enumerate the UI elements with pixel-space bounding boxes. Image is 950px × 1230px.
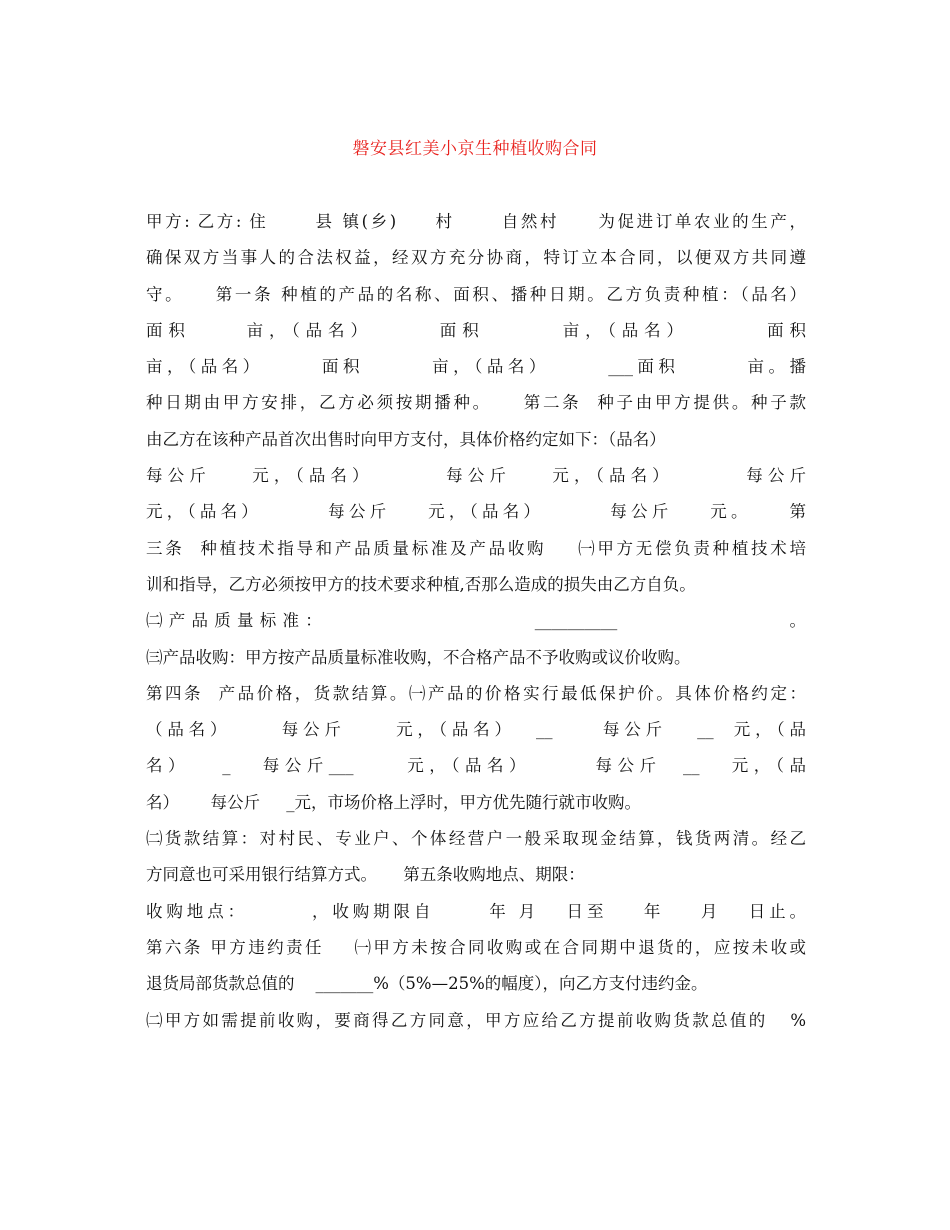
- text-line: 收购地点： ，收购期限自 年 月 日至 年 月 日止。: [146, 901, 806, 921]
- text-line: 名） _ 每公斤___ 元，（品名） 每公斤 __ 元，（品: [146, 756, 806, 776]
- text-line: 三条 种植技术指导和产品质量标准及产品收购 ㈠甲方无偿负责种植技术培: [146, 538, 806, 558]
- text-line: 元，（品名） 每公斤 元，（品名） 每公斤 元。 第: [146, 502, 806, 522]
- text-line: 面积 亩，（品名） 面积 亩，（品名） 面积: [146, 320, 806, 340]
- text-line: 守。 第一条 种植的产品的名称、面积、播种日期。乙方负责种植：（品名）: [146, 284, 806, 304]
- text-line: （品名） 每公斤 元，（品名） __ 每公斤 __ 元，（品: [146, 720, 806, 740]
- text-line: 名） 每公斤 _元，市场价格上浮时，甲方优先随行就市收购。: [146, 792, 641, 812]
- text-line: ㈢产品收购：甲方按产品质量标准收购，不合格产品不予收购或议价收购。: [146, 647, 691, 667]
- text-line: 种日期由甲方安排，乙方必须按期播种。 第二条 种子由甲方提供。种子款: [146, 393, 806, 413]
- contract-body: [146, 204, 806, 1039]
- text-line: 确保双方当事人的合法权益，经双方充分协商，特订立本合同，以便双方共同遵: [146, 248, 806, 268]
- text-line: 由乙方在该种产品首次出售时向甲方支付，具体价格约定如下：（品名）: [146, 429, 666, 449]
- text-line: 训和指导，乙方必须按甲方的技术要求种植,否那么造成的损失由乙方自负。: [146, 574, 696, 594]
- text-line: ㈡甲方如需提前收购，要商得乙方同意，甲方应给乙方提前收购货款总值的 %: [146, 1010, 806, 1030]
- text-line: 甲方: 乙方: 住 县 镇(乡) 村 自然村 为促进订单农业的生产，: [146, 212, 806, 231]
- text-line: 方同意也可采用银行结算方式。 第五条收购地点、期限：: [146, 865, 585, 885]
- text-line: 每公斤 元，（品名） 每公斤 元，（品名） 每公斤: [146, 466, 806, 486]
- document-title: 磐安县红美小京生种植收购合同: [352, 139, 598, 159]
- text-line: 第四条 产品价格，货款结算。㈠产品的价格实行最低保护价。具体价格约定：: [146, 683, 806, 703]
- text-line: 退货局部货款总值的 _______%（5%—25%的幅度），向乙方支付违约金。: [146, 974, 708, 994]
- text-line: ㈡产品质量标准： __________ 。: [146, 611, 806, 631]
- text-line: ㈡货款结算：对村民、专业户、个体经营户一般采取现金结算，钱货两清。经乙: [146, 829, 806, 849]
- text-line: 第六条 甲方违约责任 ㈠甲方未按合同收购或在合同期中退货的，应按未收或: [146, 937, 806, 957]
- text-line: 亩，（品名） 面积 亩，（品名） ___面积 亩。播: [146, 357, 806, 377]
